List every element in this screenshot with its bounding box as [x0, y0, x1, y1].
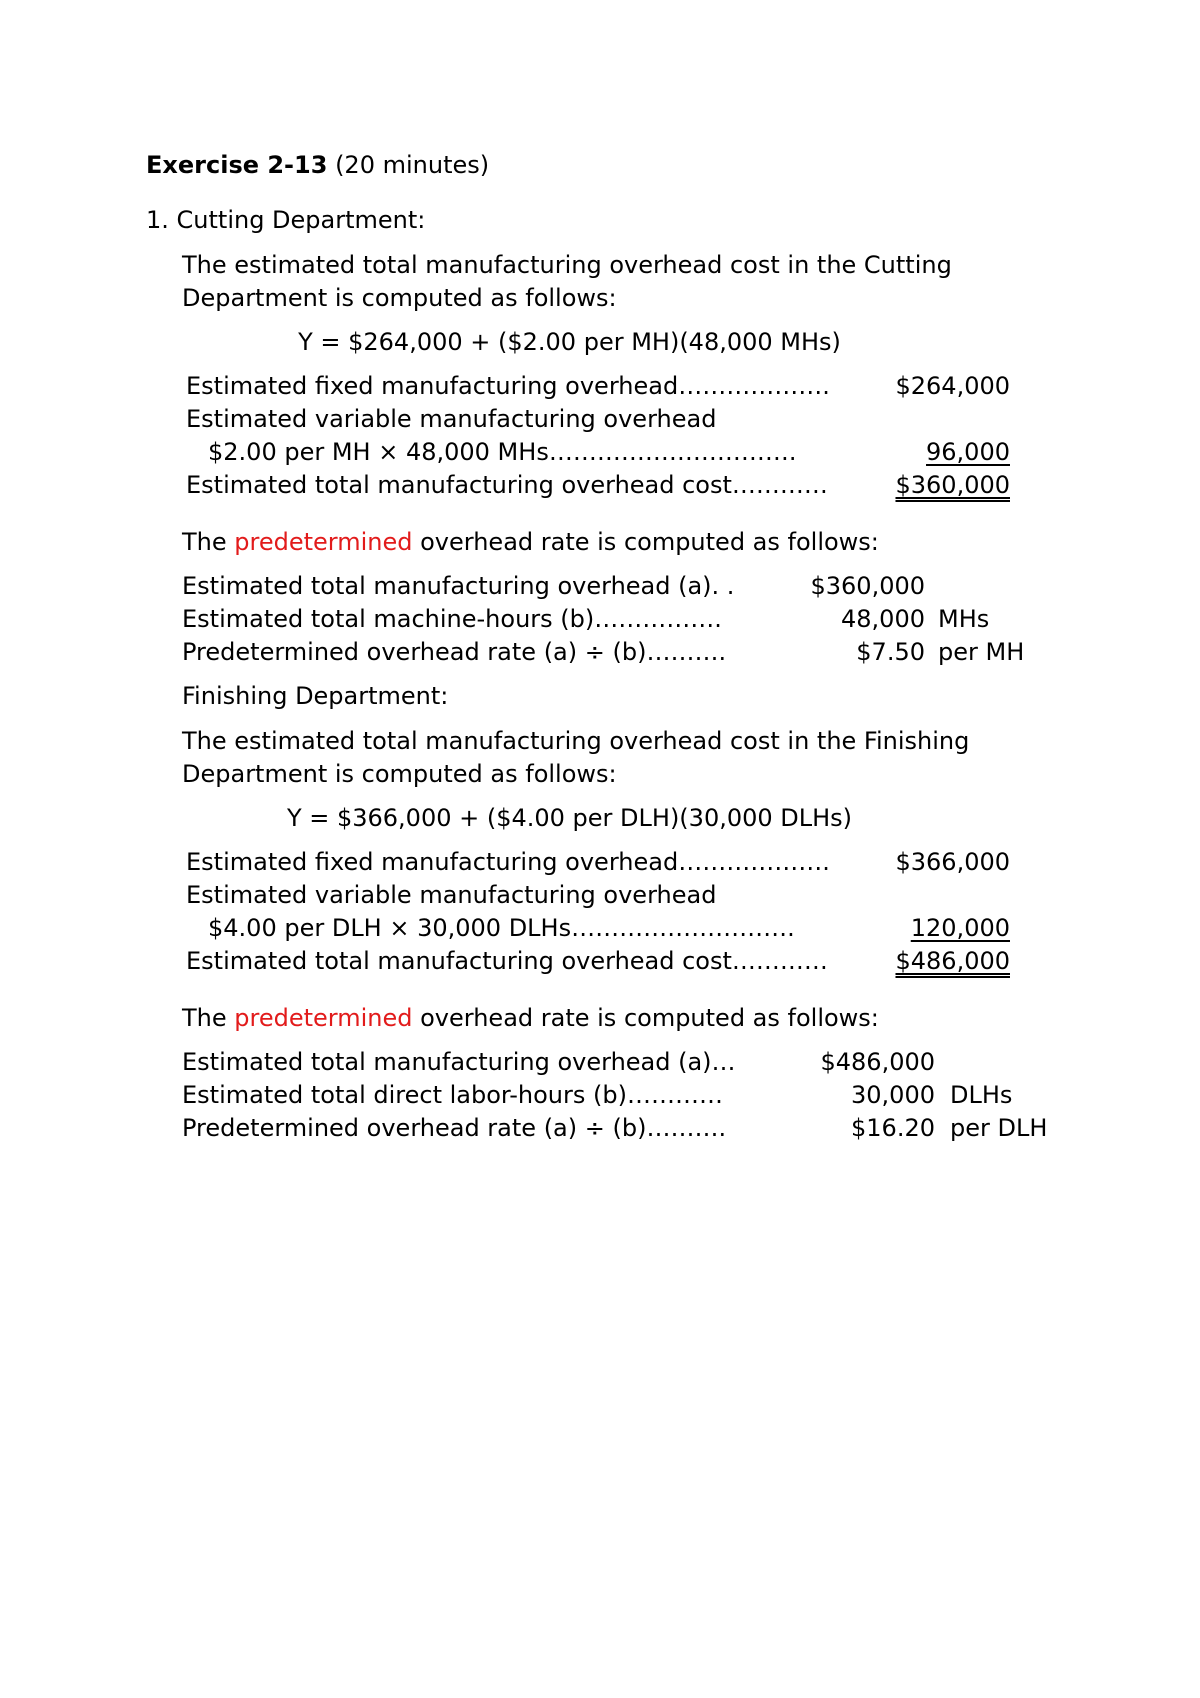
finishing-variable-value: 120,000 — [910, 914, 1010, 942]
cutting-rate-row-value: 48,000 — [841, 605, 925, 633]
finishing-rate-row-unit: DLHs — [950, 1081, 1013, 1109]
finishing-variable-label: Estimated variable manufacturing overhead — [186, 881, 717, 909]
cutting-variable-detail: $2.00 per MH × 48,000 MHs…………………………. — [208, 438, 797, 466]
cutting-fixed-value: $264,000 — [895, 372, 1010, 400]
finishing-rate-intro — [182, 1003, 879, 1033]
cutting-intro-line2: Department is computed as follows: — [182, 284, 617, 312]
rate-intro-post: overhead rate is computed as follows: — [412, 1004, 879, 1032]
cutting-formula: Y = $264,000 + ($2.00 per MH)(48,000 MHs) — [298, 328, 841, 356]
cutting-heading: 1. Cutting Department: — [146, 206, 426, 234]
cutting-total-value: $360,000 — [895, 471, 1010, 499]
cutting-total-value-cell — [850, 470, 1010, 500]
finishing-variable-detail: $4.00 per DLH × 30,000 DLHs………………………. — [208, 914, 795, 942]
predetermined-highlight: predetermined — [234, 1004, 413, 1032]
finishing-variable-value-cell — [890, 913, 1010, 943]
finishing-rate-row-label: Predetermined overhead rate (a) ÷ (b)………. — [182, 1114, 727, 1142]
finishing-intro-line1: The estimated total manufacturing overhead cost in the Finishing — [182, 727, 970, 755]
cutting-total-label: Estimated total manufacturing overhead cost………… — [186, 471, 828, 499]
exercise-number: Exercise 2-13 — [146, 151, 328, 179]
cutting-intro-line1: The estimated total manufacturing overhead cost in the Cutting — [182, 251, 952, 279]
rate-intro-post: overhead rate is computed as follows: — [412, 528, 879, 556]
cutting-rate-row-unit: MHs — [938, 605, 990, 633]
finishing-fixed-label: Estimated fixed manufacturing overhead………………. — [186, 848, 830, 876]
rate-intro-pre: The — [182, 1004, 235, 1032]
cutting-rate-row-label: Estimated total manufacturing overhead (a). . — [182, 572, 735, 600]
finishing-total-label: Estimated total manufacturing overhead cost………… — [186, 947, 828, 975]
finishing-rate-row-label: Estimated total direct labor-hours (b)………… — [182, 1081, 723, 1109]
finishing-heading: Finishing Department: — [182, 682, 449, 710]
finishing-fixed-value: $366,000 — [895, 848, 1010, 876]
cutting-variable-value: 96,000 — [926, 438, 1010, 466]
finishing-rate-row-value: $16.20 — [851, 1114, 935, 1142]
finishing-intro-line2: Department is computed as follows: — [182, 760, 617, 788]
cutting-rate-intro — [182, 527, 879, 557]
cutting-fixed-label: Estimated fixed manufacturing overhead………………. — [186, 372, 830, 400]
cutting-rate-row-label: Estimated total machine-hours (b)……………. — [182, 605, 722, 633]
finishing-rate-row-unit: per DLH — [950, 1114, 1048, 1142]
exercise-title — [146, 150, 489, 180]
cutting-rate-row-value: $7.50 — [856, 638, 925, 666]
exercise-duration: (20 minutes) — [335, 151, 490, 179]
finishing-total-value: $486,000 — [895, 947, 1010, 975]
finishing-formula: Y = $366,000 + ($4.00 per DLH)(30,000 DLHs) — [286, 804, 853, 832]
cutting-rate-row-value: $360,000 — [810, 572, 925, 600]
cutting-rate-row-label: Predetermined overhead rate (a) ÷ (b)………. — [182, 638, 727, 666]
finishing-total-value-cell — [850, 946, 1010, 976]
finishing-rate-row-label: Estimated total manufacturing overhead (a)… — [182, 1048, 736, 1076]
finishing-rate-row-value: 30,000 — [851, 1081, 935, 1109]
rate-intro-pre: The — [182, 528, 235, 556]
finishing-rate-row-value: $486,000 — [820, 1048, 935, 1076]
cutting-rate-row-unit: per MH — [938, 638, 1025, 666]
predetermined-highlight: predetermined — [234, 528, 413, 556]
cutting-variable-label: Estimated variable manufacturing overhead — [186, 405, 717, 433]
cutting-variable-value-cell — [890, 437, 1010, 467]
